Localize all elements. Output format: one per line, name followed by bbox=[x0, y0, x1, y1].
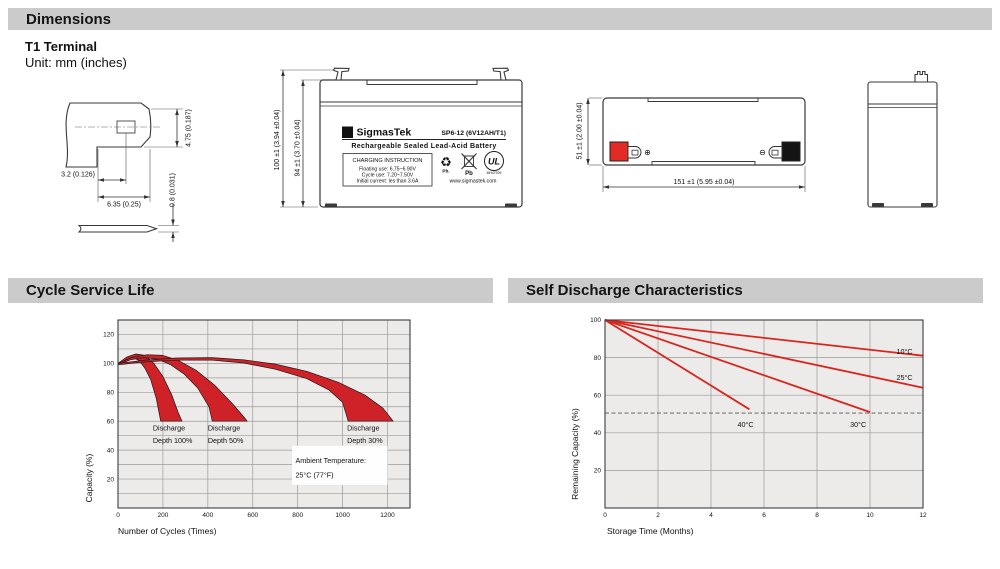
charging-floating: Floating use: 6.75~6.90V bbox=[359, 166, 416, 173]
x-tick-label: 0 bbox=[116, 512, 120, 519]
terminal-detail-drawing bbox=[25, 90, 225, 250]
terminal-type-label: T1 Terminal bbox=[25, 39, 98, 54]
x-tick-label: 1000 bbox=[335, 512, 350, 519]
band-label: Depth 50% bbox=[207, 435, 244, 445]
bin-pb-label: Pb bbox=[465, 171, 473, 177]
band-label: Discharge bbox=[207, 423, 241, 433]
recycle-icon: ♻ bbox=[440, 154, 452, 170]
y-tick-label: 20 bbox=[593, 467, 601, 475]
y-tick-label: 80 bbox=[106, 389, 114, 397]
website: www.sigmastek.com bbox=[449, 178, 497, 185]
band-label: Depth 30% bbox=[347, 435, 383, 445]
series-label: 40°C bbox=[737, 420, 754, 430]
x-axis-title: Storage Time (Months) bbox=[607, 526, 694, 536]
right-foot bbox=[921, 203, 933, 207]
ul-mark-icon bbox=[485, 152, 504, 171]
charging-initial: Initial current: les than 3.6A bbox=[356, 178, 419, 185]
series-label: 30°C bbox=[850, 420, 867, 430]
annotation-text: 25°C (77°F) bbox=[295, 470, 334, 480]
x-tick-label: 2 bbox=[656, 512, 660, 519]
x-tick-label: 200 bbox=[157, 512, 169, 519]
y-tick-label: 60 bbox=[593, 392, 601, 400]
left-terminal-tab bbox=[334, 68, 350, 80]
dim-width: 51 ±1 (2.00 ±0.04) bbox=[576, 102, 584, 160]
self-discharge-title: Self Discharge Characteristics bbox=[526, 282, 743, 299]
x-tick-label: 600 bbox=[247, 512, 259, 519]
series-label: 25°C bbox=[896, 373, 913, 383]
battery-end-view-drawing bbox=[858, 62, 968, 214]
svg-text:UL: UL bbox=[488, 156, 500, 167]
sigma-logo-icon: Σ bbox=[344, 127, 351, 138]
dim-width-inner: 3.2 (0.126) bbox=[61, 171, 95, 179]
y-tick-label: 60 bbox=[106, 418, 114, 426]
battery-case-top bbox=[603, 98, 805, 165]
y-tick-label: 120 bbox=[103, 331, 114, 339]
dim-thickness: 0.8 (0.031) bbox=[169, 173, 177, 207]
x-tick-label: 0 bbox=[603, 512, 607, 519]
self-discharge-chart bbox=[545, 312, 965, 544]
cycle-service-life-title: Cycle Service Life bbox=[26, 282, 155, 299]
battery-top-view-drawing bbox=[560, 85, 820, 200]
self-discharge-section-header bbox=[508, 278, 983, 303]
x-axis-title: Number of Cycles (Times) bbox=[118, 526, 217, 536]
band-label: Discharge bbox=[347, 423, 380, 433]
y-axis-title: Capacity (%) bbox=[84, 453, 94, 503]
dim-case-height: 94 ±1 (3.70 ±0.04) bbox=[294, 119, 302, 177]
right-foot bbox=[505, 204, 517, 208]
dimensions-title: Dimensions bbox=[26, 10, 112, 28]
annotation-text: Ambient Temperature: bbox=[295, 456, 367, 466]
terminal-blade-shape bbox=[79, 226, 157, 233]
cycle-service-life-chart bbox=[60, 312, 430, 544]
battery-type-line: Rechargeable Sealed Lead-Acid Battery bbox=[351, 143, 497, 150]
ul-code: MH47929 bbox=[486, 171, 502, 175]
x-tick-label: 1200 bbox=[380, 512, 395, 519]
brand-name: SigmasTek bbox=[356, 126, 412, 139]
band-label: Discharge bbox=[152, 423, 186, 433]
battery-case-end bbox=[868, 72, 937, 208]
minus-symbol: ⊖ bbox=[759, 148, 766, 158]
battery-front-view-drawing bbox=[270, 62, 530, 214]
dimensions-section-header bbox=[8, 8, 992, 30]
model-number: SP6-12 (6V12AH/T1) bbox=[441, 130, 506, 137]
x-tick-label: 400 bbox=[202, 512, 214, 519]
x-tick-label: 8 bbox=[815, 512, 819, 519]
x-tick-label: 800 bbox=[292, 512, 304, 519]
x-tick-label: 10 bbox=[866, 512, 874, 519]
terminal-profile-shape bbox=[66, 103, 161, 232]
right-terminal-tab bbox=[493, 68, 509, 80]
y-tick-label: 100 bbox=[590, 317, 601, 325]
x-tick-label: 4 bbox=[709, 512, 713, 519]
cycle-service-life-section-header bbox=[8, 278, 493, 303]
y-tick-label: 40 bbox=[593, 430, 601, 437]
left-foot bbox=[325, 204, 337, 208]
plus-symbol: ⊕ bbox=[644, 148, 651, 158]
series-label: 10°C bbox=[896, 346, 913, 356]
y-tick-label: 100 bbox=[103, 360, 114, 368]
recycle-pb-label: Pb. bbox=[442, 168, 450, 174]
unit-note: Unit: mm (inches) bbox=[25, 55, 127, 70]
y-tick-label: 20 bbox=[106, 476, 114, 484]
dim-height: 4.75 (0.187) bbox=[185, 109, 193, 147]
positive-terminal bbox=[610, 142, 628, 161]
y-tick-label: 80 bbox=[593, 354, 601, 362]
dim-length: 151 ±1 (5.95 ±0.04) bbox=[673, 179, 735, 186]
charging-title: CHARGING INSTRUCTION bbox=[352, 158, 423, 164]
y-axis-title: Remaining Capacity (%) bbox=[570, 408, 580, 500]
x-tick-label: 12 bbox=[919, 512, 927, 519]
band-label: Depth 100% bbox=[152, 435, 193, 445]
charging-cycle: Cycle use: 7.20~7.50V bbox=[361, 172, 414, 179]
left-foot bbox=[872, 203, 884, 207]
terminal-nub bbox=[915, 72, 928, 83]
negative-terminal bbox=[782, 142, 800, 161]
y-tick-label: 40 bbox=[106, 447, 114, 455]
dim-width-full: 6.35 (0.25) bbox=[107, 201, 141, 209]
x-tick-label: 6 bbox=[762, 512, 766, 519]
dim-overall-height: 100 ±1 (3.94 ±0.04) bbox=[274, 109, 281, 171]
